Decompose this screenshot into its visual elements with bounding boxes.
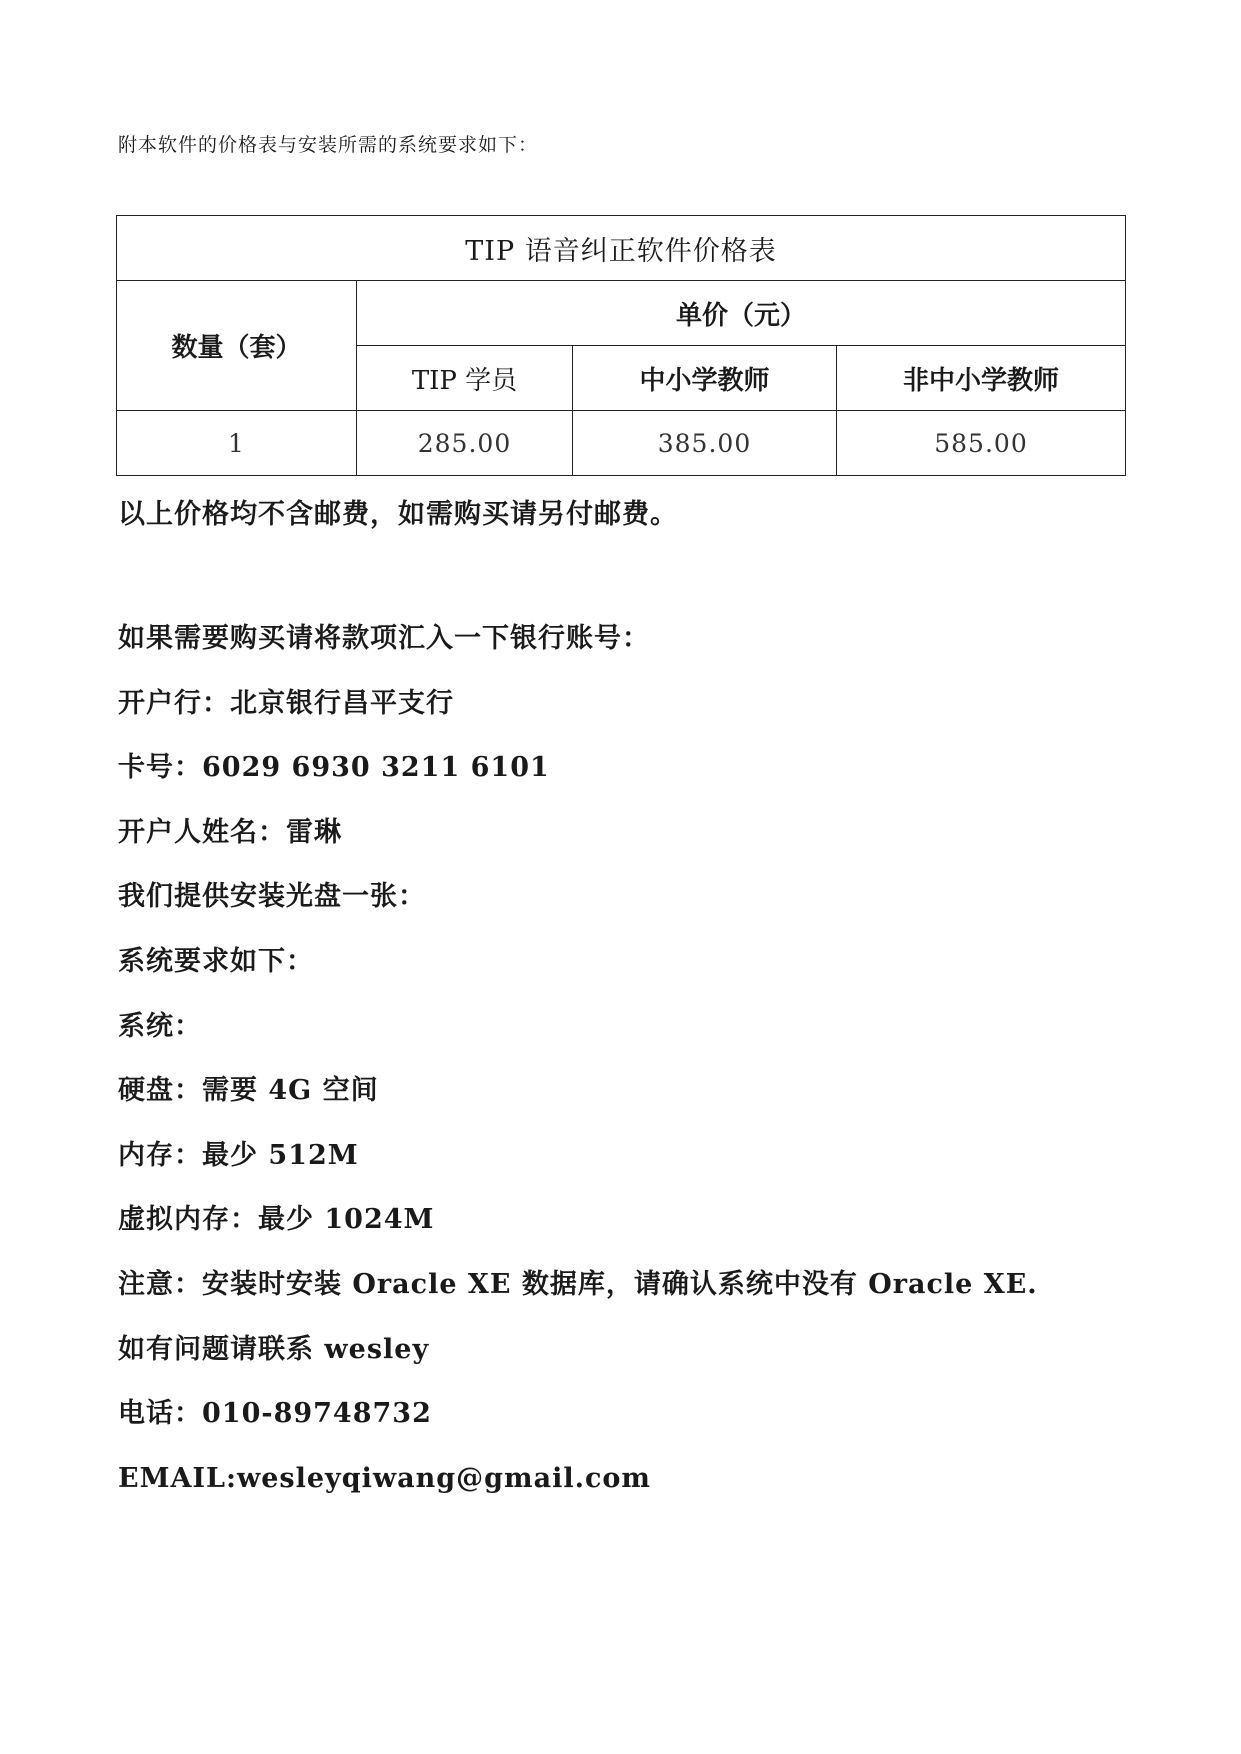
virtual-memory-requirement: 虚拟内存：最少 1024M	[118, 1204, 435, 1236]
memory-requirement: 内存：最少 512M	[118, 1139, 359, 1171]
phone-line: 电话：010-89748732	[118, 1398, 432, 1430]
intro-text: 附本软件的价格表与安装所需的系统要求如下：	[118, 134, 539, 156]
table-title-row	[117, 216, 1126, 281]
column-header-school-teacher: 中小学教师	[573, 346, 837, 411]
table-title: TIP 语音纠正软件价格表	[117, 216, 1126, 281]
oracle-notice: 注意：安装时安装 Oracle XE 数据库，请确认系统中没有 Oracle XE.	[118, 1268, 1038, 1300]
quantity-header: 数量（套）	[117, 281, 357, 411]
price-table	[116, 215, 1126, 476]
account-holder: 开户人姓名：雷琳	[118, 816, 342, 848]
bank-instruction: 如果需要购买请将款项汇入一下银行账号：	[118, 623, 650, 654]
price-cell-non-school-teacher: 585.00	[837, 411, 1126, 476]
system-requirement: 系统：	[118, 1010, 202, 1042]
column-header-tip-student: TIP 学员	[357, 346, 573, 411]
system-requirements-heading: 系统要求如下：	[118, 945, 314, 977]
column-header-non-school-teacher: 非中小学教师	[837, 346, 1126, 411]
purchase-info	[118, 620, 1038, 1524]
table-header-row	[117, 281, 1126, 346]
postage-note: 以上价格均不含邮费，如需购买请另付邮费。	[118, 499, 678, 530]
unit-price-header: 单价（元）	[357, 281, 1126, 346]
table-row	[117, 411, 1126, 476]
price-cell-school-teacher: 385.00	[573, 411, 837, 476]
email-line: EMAIL:wesleyqiwang@gmail.com	[118, 1462, 651, 1494]
quantity-cell: 1	[117, 411, 357, 476]
bank-name: 开户行：北京银行昌平支行	[118, 687, 454, 719]
contact-line: 如有问题请联系 wesley	[118, 1333, 430, 1365]
install-disc-note: 我们提供安装光盘一张：	[118, 881, 426, 913]
price-cell-tip-student: 285.00	[357, 411, 573, 476]
card-number: 卡号：6029 6930 3211 6101	[118, 752, 550, 784]
disk-requirement: 硬盘：需要 4G 空间	[118, 1075, 379, 1107]
